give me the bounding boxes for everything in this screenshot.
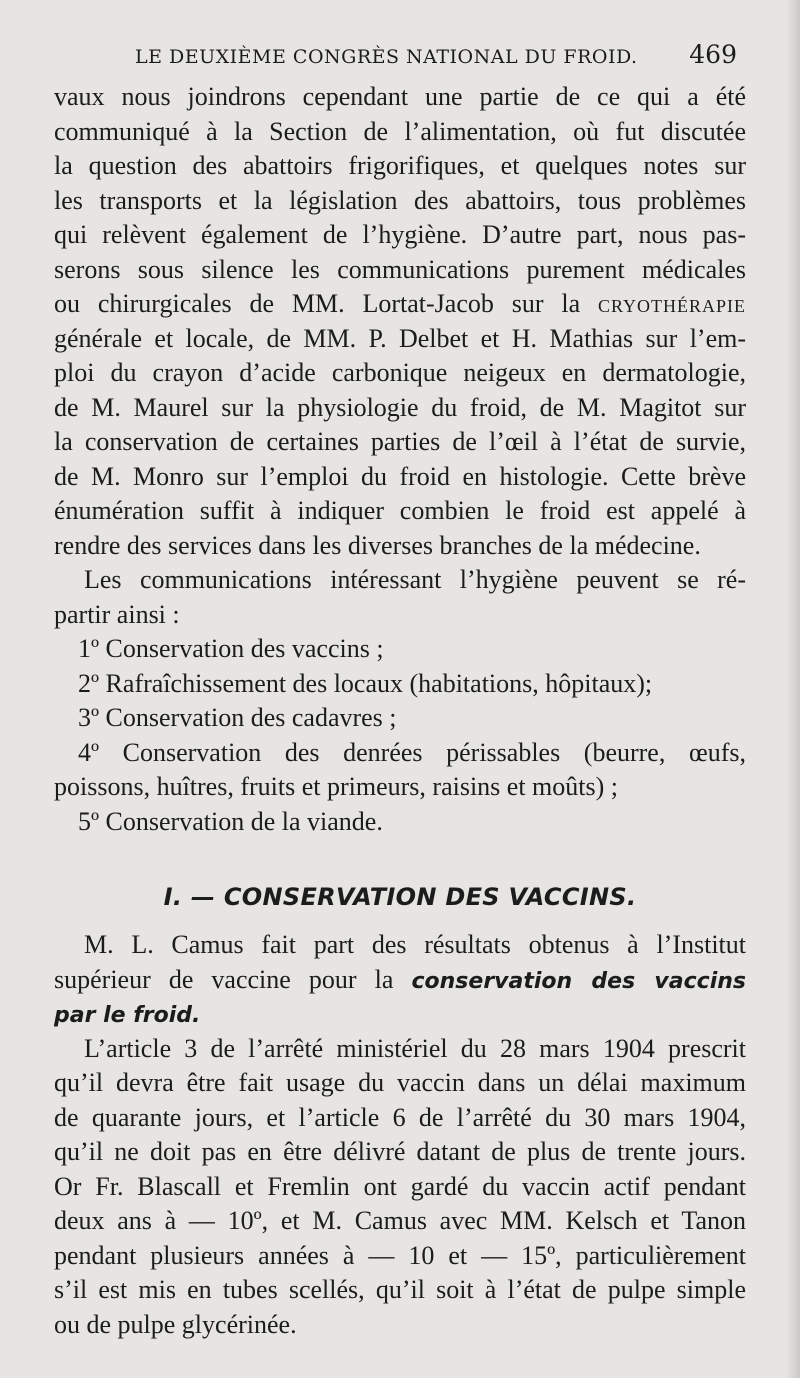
text-line: de M. Monro sur l’emploi du froid en histologie. Cette brève <box>54 461 746 491</box>
text-line: communiqué à la Section de l’alimentation, où fut discutée <box>54 116 746 146</box>
text-line: pendant plusieurs années à — 10 et — 15º, particulièrement <box>54 1240 746 1270</box>
text-line: ou de pulpe glycérinée. <box>54 1309 297 1339</box>
list-item: 3º Conservation des cadavres ; <box>78 703 397 732</box>
text-line: Les communications intéressant l’hygiène peuvent se ré- <box>84 565 746 594</box>
smallcaps-term: CRYOTHÉRAPIE <box>597 296 746 316</box>
text-line: la question des abattoirs frigorifiques, et quelques notes sur <box>54 151 746 180</box>
text-line: qu’il devra être fait usage du vaccin dans un délai maximum <box>54 1068 746 1097</box>
text-line: de quarante jours, et l’article 6 de l’arrêté du 30 mars 1904, <box>54 1102 746 1132</box>
text-line: L’article 3 de l’arrêté ministériel du 28 mars 1904 prescrit <box>84 1033 746 1063</box>
text-line: qui relèvent également de l’hygiène. D’autre part, nous pas- <box>54 220 746 249</box>
text-line: serons sous silence les communications purement médicales <box>54 254 746 284</box>
text-line: partir ainsi : <box>54 599 180 629</box>
text-line: ploi du crayon d’acide carbonique neigeux en dermatologie, <box>54 358 746 387</box>
body-text <box>54 80 746 1339</box>
page-number: 469 <box>689 40 737 69</box>
emphasis-text: conservation des vaccins <box>411 968 746 994</box>
text-line <box>54 287 746 322</box>
list-item: 5º Conservation de la viande. <box>78 806 383 836</box>
text-line: rendre des services dans les diverses branches de la médecine. <box>54 530 701 560</box>
text-line: Or Fr. Blascall et Fremlin ont gardé du vaccin actif pendant <box>54 1171 746 1201</box>
section-heading: I. — CONSERVATION DES VACCINS. <box>163 883 637 911</box>
text-line: qu’il ne doit pas en être délivré datant de plus de trente jours. <box>54 1137 746 1166</box>
text-line: de M. Maurel sur la physiologie du froid, de M. Magitot sur <box>54 392 746 422</box>
list-item: 1º Conservation des vaccins ; <box>78 634 384 663</box>
text-line: énumération suffit à indiquer combien le froid est appelé à <box>54 496 746 525</box>
scan-shadow-edge <box>786 0 800 1378</box>
text-line: M. L. Camus fait part des résultats obtenus à l’Institut <box>84 930 746 959</box>
text-line: générale et locale, de MM. P. Delbet et H. Mathias sur l’em- <box>54 323 746 353</box>
text-run: ou chirurgicales de MM. Lortat-Jacob sur la <box>54 289 598 318</box>
list-item: 4º Conservation des denrées périssables (beurre, œufs, <box>78 737 746 767</box>
text-line <box>54 963 746 998</box>
text-line: les transports et la législation des abattoirs, tous problèmes <box>54 185 746 215</box>
list-item-continuation: poissons, huîtres, fruits et primeurs, raisins et moûts) ; <box>54 772 619 801</box>
emphasis-text: par le froid. <box>54 1003 201 1028</box>
running-title: LE DEUXIÈME CONGRÈS NATIONAL DU FROID. <box>135 46 638 68</box>
text-line <box>54 997 746 1032</box>
text-line: s’il est mis en tubes scellés, qu’il soit à l’état de pulpe simple <box>54 1275 746 1304</box>
text-run: supérieur de vaccine pour la <box>54 964 412 994</box>
list-item: 2º Rafraîchissement des locaux (habitations, hôpitaux); <box>78 668 653 698</box>
page-header <box>135 40 775 76</box>
text-line: deux ans à — 10º, et M. Camus avec MM. Kelsch et Tanon <box>54 1206 746 1235</box>
text-line: vaux nous joindrons cependant une partie de ce qui a été <box>54 82 746 111</box>
section-body <box>54 928 746 1342</box>
text-line: la conservation de certaines parties de l’œil à l’état de survie, <box>54 427 746 456</box>
